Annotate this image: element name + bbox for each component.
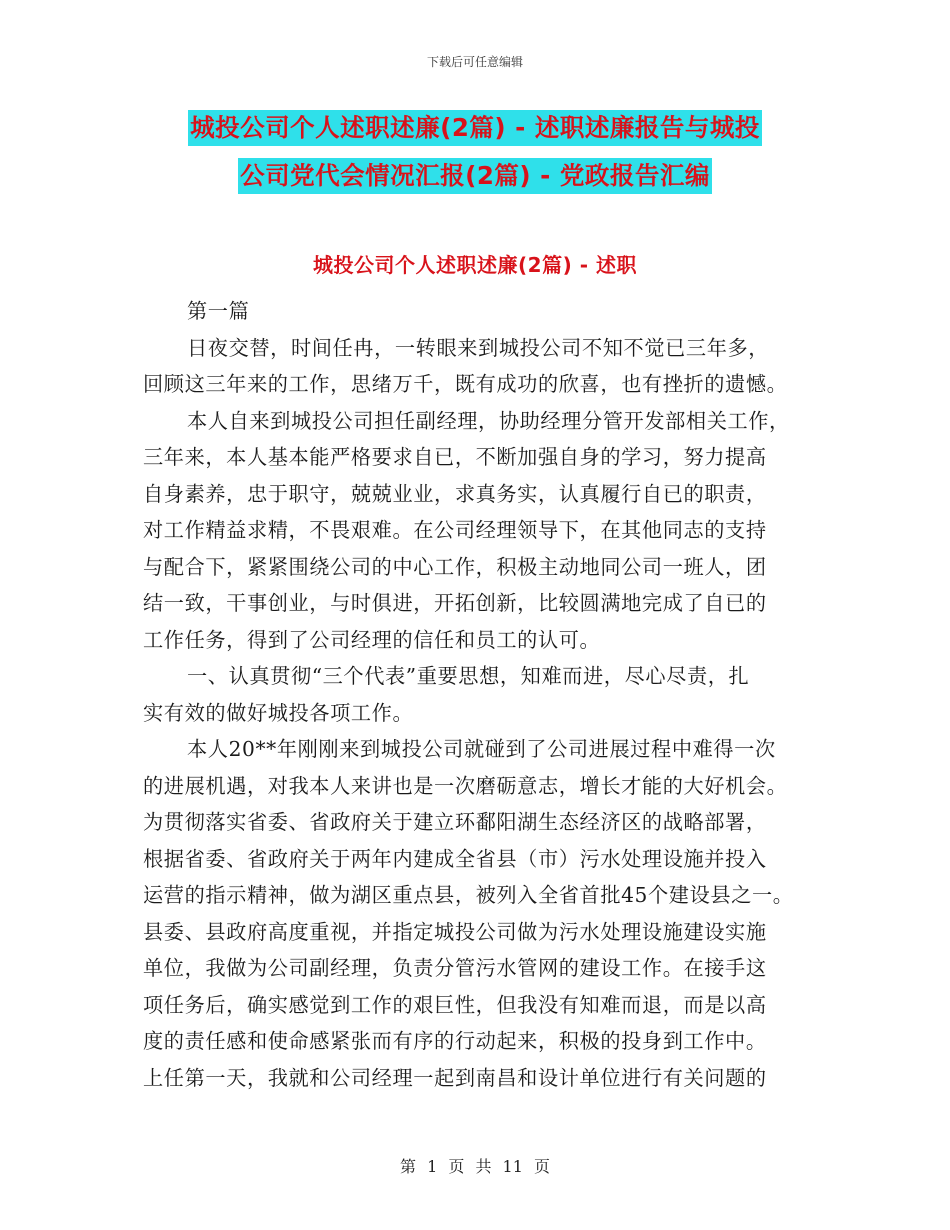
body-line: 第一篇: [187, 299, 250, 323]
body-line: 结一致，干事创业，与时俱进，开拓创新，比较圆满地完成了自已的: [143, 591, 767, 615]
title-line-2: 公司党代会情况汇报(2篇) - 党政报告汇编: [238, 158, 712, 194]
body-line: 实有效的做好城投各项工作。: [143, 700, 414, 725]
page-footer: 第 1 页 共 11 页: [400, 1157, 550, 1176]
body-line: 自身素养，忠于职守，兢兢业业，求真务实，认真履行自已的职责，: [143, 481, 767, 506]
body-line: 单位，我做为公司副经理，负责分管污水管网的建设工作。在接手这: [143, 956, 767, 980]
body-line: 的进展机遇，对我本人来讲也是一次磨砺意志，增长才能的大好机会。: [143, 773, 788, 798]
body-line: 项任务后，确实感觉到工作的艰巨性，但我没有知难而退，而是以高: [143, 992, 767, 1017]
body-line: 根据省委、省政府关于两年内建成全省县（市）污水处理设施并投入: [143, 846, 767, 871]
body-line: 上任第一天，我就和公司经理一起到南昌和设计单位进行有关问题的: [143, 1065, 767, 1090]
body-line: 日夜交替，时间任冉，一转眼来到城投公司不知不觉已三年多，: [187, 335, 770, 360]
body-line: 县委、县政府高度重视，并指定城投公司做为污水处理设施建设实施: [143, 919, 767, 944]
body-line: 对工作精益求精，不畏艰难。在公司经理领导下，在其他同志的支持: [143, 518, 767, 542]
body-line: 度的责任感和使命感紧张而有序的行动起来，积极的投身到工作中。: [143, 1029, 767, 1053]
body-line: 三年来，本人基本能严格要求自已，不断加强自身的学习，努力提高: [143, 445, 767, 469]
body-line: 为贯彻落实省委、省政府关于建立环鄱阳湖生态经济区的战略部署，: [143, 810, 767, 834]
body-line: 工作任务，得到了公司经理的信任和员工的认可。: [143, 627, 601, 652]
section-subtitle: 城投公司个人述职述廉(2篇) - 述职: [313, 253, 637, 277]
title-line-1: 城投公司个人述职述廉(2篇) - 述职述廉报告与城投: [188, 110, 762, 146]
body-text: [143, 293, 823, 1096]
body-line: 一、认真贯彻“三个代表”重要思想，知难而进，尽心尽责，扎: [187, 664, 750, 688]
body-line: 回顾这三年来的工作，思绪万千，既有成功的欣喜，也有挫折的遗憾。: [143, 372, 788, 396]
body-line: 本人自来到城投公司担任副经理，协助经理分管开发部相关工作，: [187, 408, 790, 433]
page-header: 下载后可任意编辑: [426, 55, 523, 69]
body-line: 本人20**年刚刚来到城投公司就碰到了公司进展过程中难得一次: [187, 737, 776, 761]
body-line: 运营的指示精神，做为湖区重点县，被列入全省首批45个建设县之一。: [143, 883, 794, 907]
document-title: [0, 110, 950, 194]
body-line: 与配合下，紧紧围绕公司的中心工作，积极主动地同公司一班人，团: [143, 554, 767, 579]
